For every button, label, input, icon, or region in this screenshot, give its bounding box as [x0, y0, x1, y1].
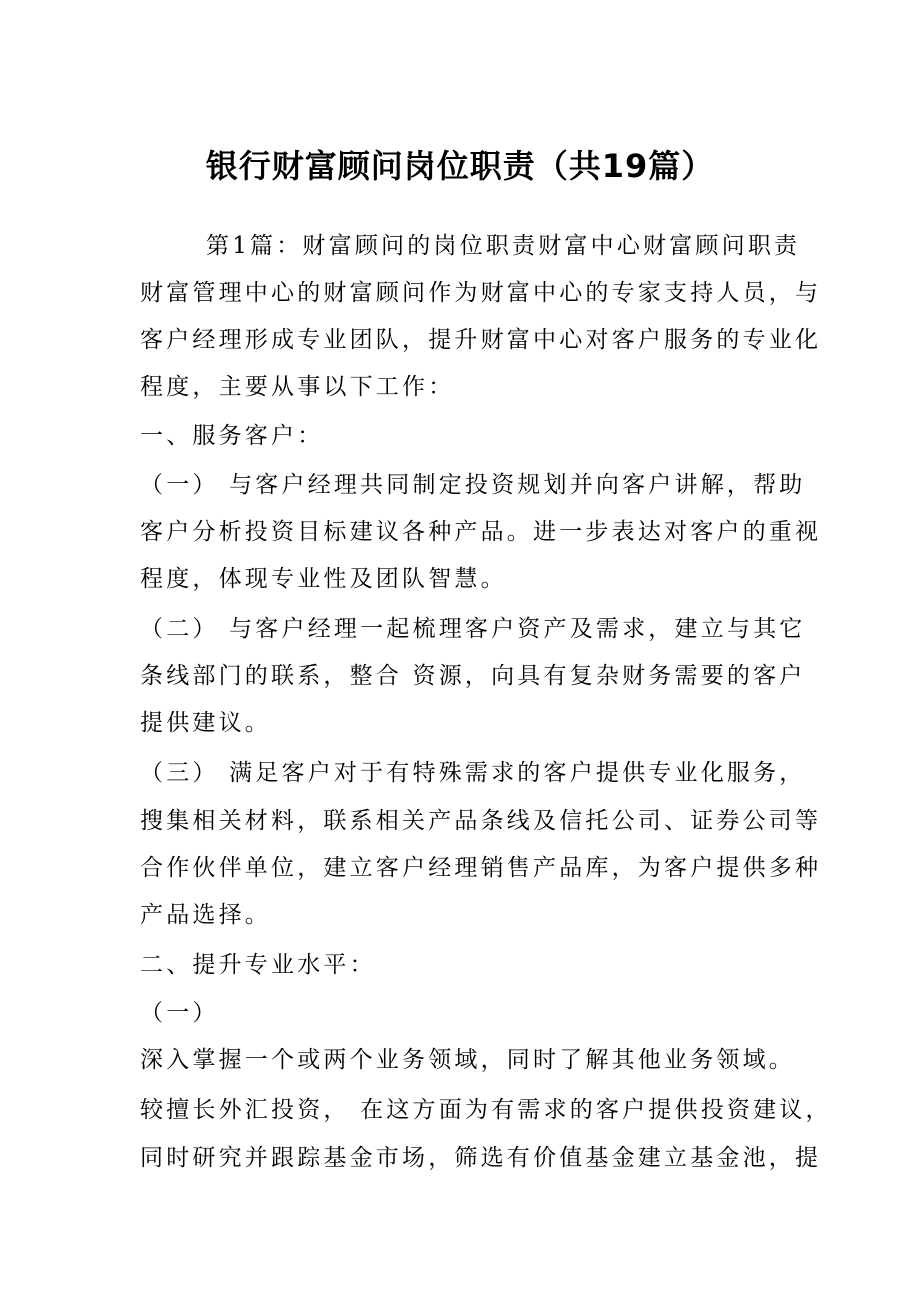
- list-item-line: （一） 与客户经理共同制定投资规划并向客户讲解，帮助: [140, 472, 806, 498]
- list-item-line: 提供建议。: [140, 710, 271, 736]
- list-item-line: （三） 满足客户对于有特殊需求的客户提供专业化服务，: [140, 760, 806, 786]
- paragraph-line: 财富管理中心的财富顾问作为财富中心的专家支持人员，与: [140, 280, 822, 306]
- list-item-line: 合作伙伴单位，建立客户经理销售产品库，为客户提供多种: [140, 855, 822, 881]
- list-heading: 一、服务客户：: [140, 423, 324, 449]
- list-item-line: 搜集相关材料，联系相关产品条线及信托公司、证券公司等: [140, 808, 822, 834]
- list-item-line: 条线部门的联系，整合 资源，向具有复杂财务需要的客户: [140, 663, 806, 689]
- paragraph-line: 客户经理形成专业团队，提升财富中心对客户服务的专业化: [140, 327, 822, 353]
- paragraph-line: 深入掌握一个或两个业务领域，同时了解其他业务领域。: [140, 1047, 795, 1073]
- list-item-line: 程度，体现专业性及团队智慧。: [140, 566, 507, 592]
- list-item-line: 产品选择。: [140, 902, 271, 928]
- paragraph-line: 较擅长外汇投资， 在这方面为有需求的客户提供投资建议，: [140, 1097, 832, 1123]
- list-item-line: 客户分析投资目标建议各种产品。进一步表达对客户的重视: [140, 519, 822, 545]
- list-heading: 二、提升专业水平：: [140, 952, 376, 978]
- document-title: 银行财富顾问岗位职责（共19篇）: [205, 147, 715, 185]
- list-item-line: （二） 与客户经理一起梳理客户资产及需求，建立与其它: [140, 616, 806, 642]
- section-heading-1: 第1篇：财富顾问的岗位职责财富中心财富顾问职责: [206, 233, 801, 259]
- paragraph-line: 同时研究并跟踪基金市场，筛选有价值基金建立基金池，提: [140, 1145, 822, 1171]
- list-item-line: （一）: [140, 1000, 219, 1026]
- paragraph-line: 程度，主要从事以下工作：: [140, 374, 455, 400]
